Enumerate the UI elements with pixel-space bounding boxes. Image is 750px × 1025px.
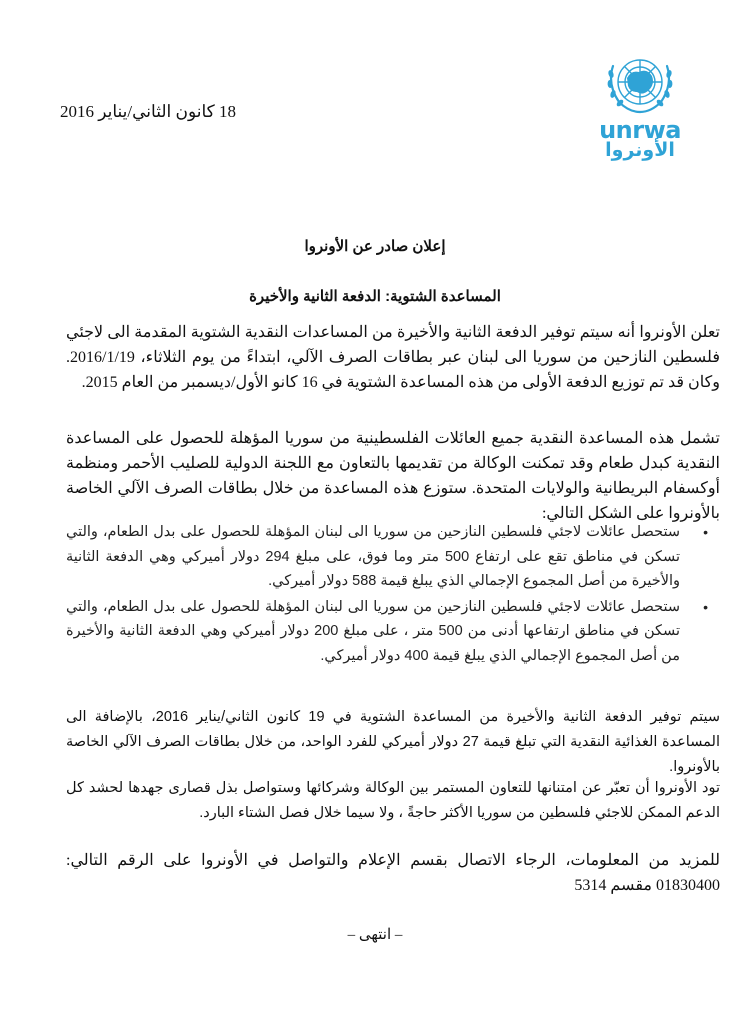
paragraph-eligibility: تشمل هذه المساعدة النقدية جميع العائلات الفلسطينية من سوريا المؤهلة للحصول على المساعدة النقدية كبدل طعام وقد تمكنت الوكالة من تقديمها بالتعاون مع اللجنة الدولية للصليب الأحمر ومنظمة أوكسفام البريطانية والولايات المتحدة. ستوزع هذه المساعدة من خلال بطاقات الصرف الآلي الخاصة بالأونروا على الشكل التالي: bbox=[66, 430, 720, 522]
document-date: 18 كانون الثاني/يناير 2016 bbox=[60, 102, 237, 121]
paragraph-contact: للمزيد من المعلومات، الرجاء الاتصال بقسم الإعلام والتواصل في الأونروا على الرقم التالي: 01830400 مقسم 5314 bbox=[66, 852, 720, 894]
paragraph-gratitude: تود الأونروا أن تعبّر عن امتنانها للتعاون المستمر بين الوكالة وشركائها وستواصل بذل قصارى جهدها لحشد كل الدعم الممكن للاجئي فلسطين من سوريا الأكثر حاجةً ، ولا سيما خلال فصل الشتاء البارد. bbox=[66, 780, 720, 821]
list-item-text: ستحصل عائلات لاجئي فلسطين النازحين من سوريا الى لبنان المؤهلة للحصول على بدل الطعام، والتي تسكن في مناطق ارتفاعها أدنى من 500 متر ، على مبلغ 200 دولار أميركي وهي الدفعة الثانية والأخيرة من أصل المجموع الإجمالي الذي يبلغ قيمة 400 دولار أميركي. bbox=[66, 598, 680, 664]
list-item-text: ستحصل عائلات لاجئي فلسطين النازحين من سوريا الى لبنان المؤهلة للحصول على بدل الطعام، والتي تسكن في مناطق تقع على ارتفاع 500 متر وما فوق، على مبلغ 294 دولار أميركي وهي الدفعة الثانية والأخيرة من أصل المجموع الإجمالي الذي يبلغ قيمة 588 دولار أميركي. bbox=[66, 524, 680, 589]
logo-text-arabic: الأونروا bbox=[605, 139, 675, 161]
bullet-icon: • bbox=[703, 524, 708, 540]
paragraph-intro: تعلن الأونروا أنه سيتم توفير الدفعة الثانية والأخيرة من المساعدات النقدية الشتوية المقدمة الى لاجئي فلسطين النازحين من سوريا الى لبنان عبر بطاقات الصرف الآلي، ابتداءً من يوم الثلاثاء، 2016/1/19. وكان قد تم توزيع الدفعة الأولى من هذه المساعدة الشتوية في 16 كانو الأول/ديسمبر من العام 2015. bbox=[66, 324, 720, 391]
announcement-title: إعلان صادر عن الأونروا bbox=[304, 238, 446, 255]
unrwa-logo bbox=[597, 52, 683, 162]
list-item bbox=[66, 595, 720, 669]
paragraph-schedule: سيتم توفير الدفعة الثانية والأخيرة من المساعدة الشتوية في 19 كانون الثاني/يناير 2016، بالإضافة الى المساعدة الغذائية النقدية التي تبلغ قيمة 27 دولار أميركي للفرد الواحد، من خلال بطاقات الصرف الآلي الخاصة بالأونروا. bbox=[66, 709, 720, 775]
bullet-icon: • bbox=[703, 598, 708, 615]
announcement-subtitle: المساعدة الشتوية: الدفعة الثانية والأخيرة bbox=[249, 288, 501, 305]
un-emblem-icon bbox=[597, 52, 683, 118]
distribution-list bbox=[66, 520, 720, 669]
logo-text-latin: unrwa bbox=[599, 116, 681, 144]
end-mark: – انتهى – bbox=[347, 927, 403, 943]
list-item bbox=[66, 520, 720, 594]
